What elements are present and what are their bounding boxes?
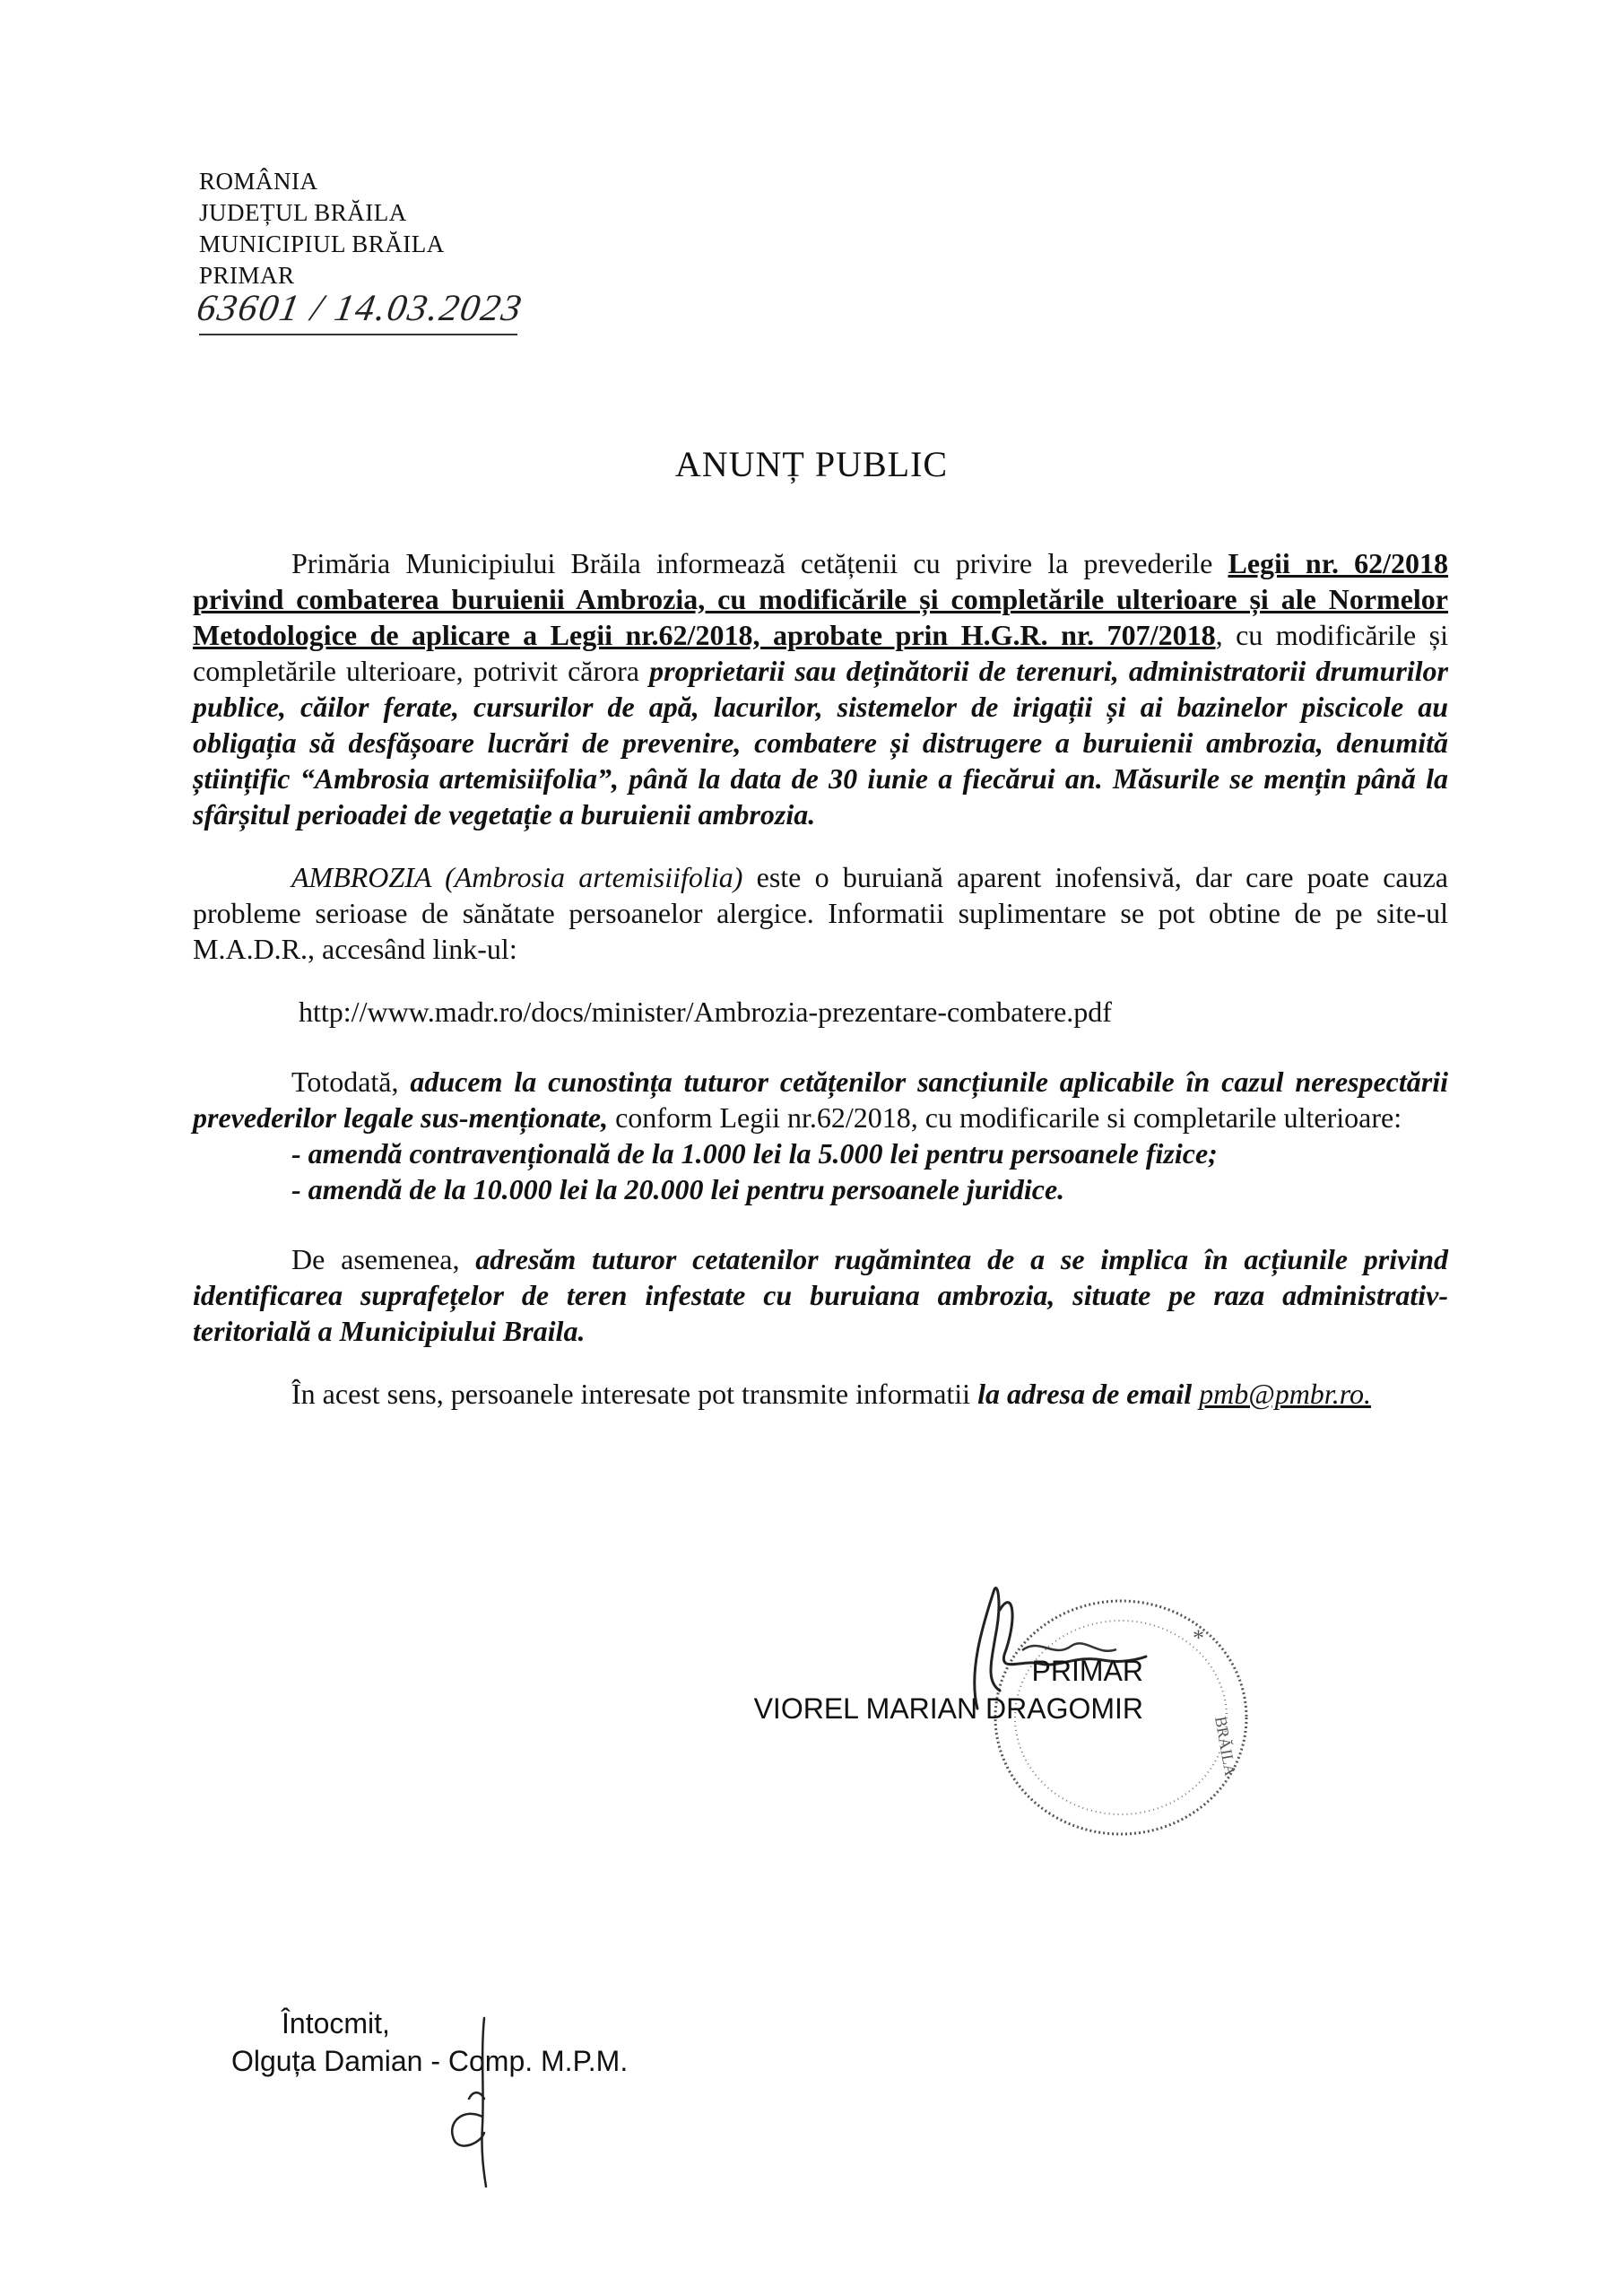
paragraph-ambrosia [193,859,1448,967]
paragraph-sanctions [193,1064,1448,1135]
obligation-text: proprietarii sau deținătorii de terenuri, administratorii drumurilor publice, căilor ferate, cursurilor de apă, lacurilor, sistemelor de irigații și ai bazinelor piscicole au obligația să desfășoare lucrări de prevenire, combatere și distrugere a buruienii ambrozia, denumită științific “Ambrosia artemisiifolia”, până la data de 30 iunie a fiecărui an. Măsurile se mențin până la sfârșitul perioadei de vegetație a buruienii ambrozia. [193,655,1449,831]
document-header [199,166,445,291]
request-text: adresăm tuturor cetatenilor rugămintea de a se implica în acțiunile privind identificarea suprafețelor de teren infestate cu buruiana ambrozia, situate pe raza administrativ-teritorială a Municipiului Braila. [193,1243,1449,1347]
header-county: JUDEȚUL BRĂILA [199,199,407,226]
contact-email: pmb@pmbr.ro. [1199,1378,1371,1410]
paragraph-text: conform Legii nr.62/2018, cu modificarile si completarile ulterioare: [608,1101,1402,1134]
signature-block [704,1652,1143,1727]
paragraph-contact [193,1376,1448,1412]
paragraph-law [193,545,1448,832]
svg-text:*: * [1193,1625,1204,1651]
header-country: ROMÂNIA [199,168,318,195]
header-office: PRIMAR [199,262,295,289]
signature-name: VIOREL MARIAN DRAGOMIR [753,1692,1143,1725]
paragraph-request [193,1241,1448,1349]
page-title: ANUNȚ PUBLIC [674,444,949,484]
registration-number: 63601 / 14.03.2023 [193,288,526,329]
info-link: http://www.madr.ro/docs/minister/Ambrozia-prezentare-combatere.pdf [299,996,1112,1028]
registration-underline [199,334,517,335]
plant-name: AMBROZIA (Ambrosia artemisiifolia) [291,861,743,893]
prepared-by-label: Întocmit, [282,2007,390,2039]
law-reference: Legii nr. 62/2018 privind combaterea buruienii Ambrozia, cu modificările și completările ulterioare și ale Normelor Metodologice de aplicare a Legii nr.62/2018, aprobate prin H.G.R. nr. 707/2018 [193,547,1449,651]
document-body [193,545,1448,1439]
penalty-individuals: - amendă contravențională de la 1.000 lei la 5.000 lei pentru persoanele fizice; [291,1137,1218,1170]
contact-text: la adresa de email [977,1378,1200,1410]
sanctions-text: aducem la cunostința tuturor cetățenilor sancțiunile aplicabile în cazul nerespectării prevederilor legale sus-menționate, [193,1065,1449,1134]
header-municipality: MUNICIPIUL BRĂILA [199,230,445,257]
paragraph-text: În acest sens, persoanele interesate pot transmite informatii [291,1378,978,1410]
paragraph-text: , cu modificările și completările ulterioare, potrivit cărora [193,619,1449,687]
paragraph-text: Primăria Municipiului Brăila informează cetățenii cu privire la prevederile [291,547,1228,579]
penalty-companies: - amendă de la 10.000 lei la 20.000 lei pentru persoanele juridice. [291,1173,1065,1205]
paragraph-text: este o buruiană aparent inofensivă, dar care poate cauza probleme serioase de sănătate persoanelor alergice. Informatii suplimentare se pot obtine de pe site-ul M.A.D.R., accesând link-ul: [193,861,1448,965]
prepared-by-name: Olguța Damian - Comp. M.P.M. [231,2045,629,2077]
preparer-signature [429,2009,518,2188]
paragraph-text: Totodată, [291,1065,411,1098]
signature-role: PRIMAR [1031,1655,1143,1687]
paragraph-text: De asemenea, [291,1243,476,1275]
svg-text:BRĂILA: BRĂILA [1211,1715,1240,1778]
